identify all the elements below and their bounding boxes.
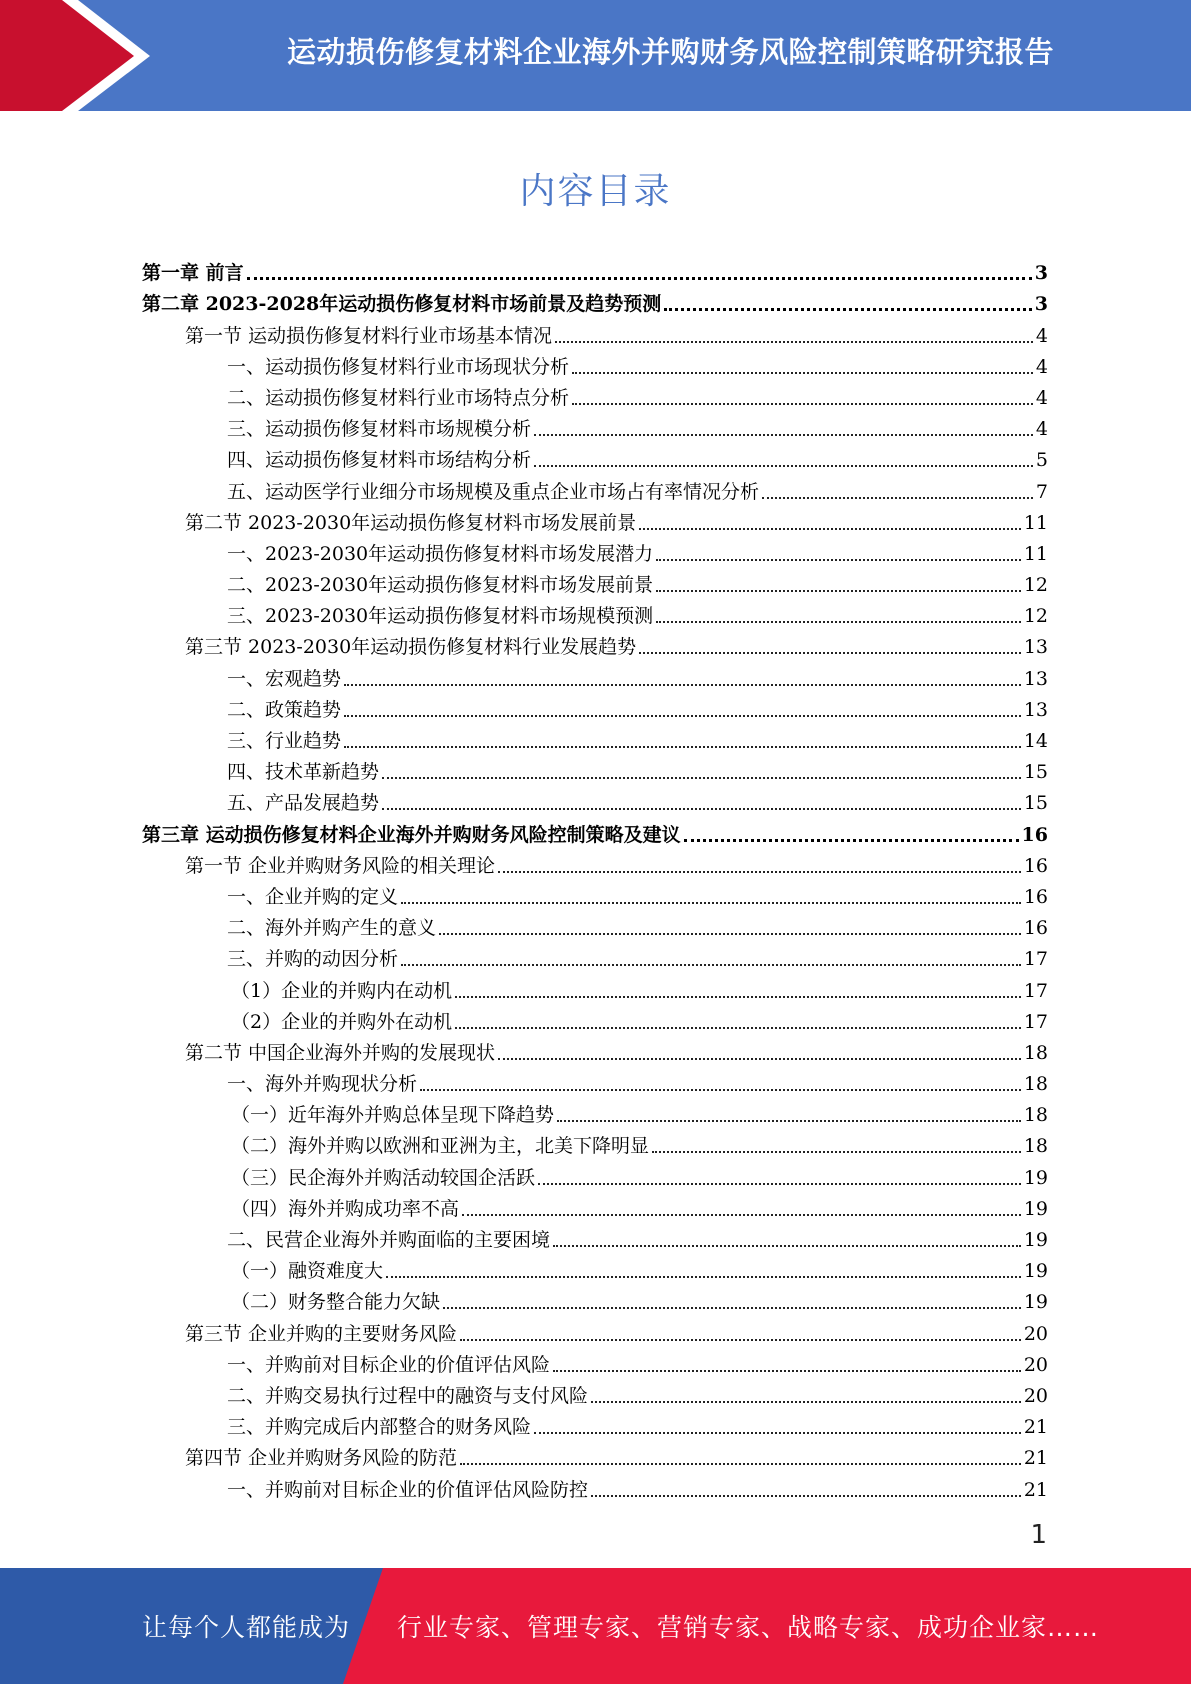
toc-entry[interactable] — [142, 1469, 1048, 1500]
toc-entry-title: 四、运动损伤修复材料市场结构分析 — [227, 449, 532, 472]
toc-dot-leader — [344, 715, 1021, 717]
toc-entry[interactable] — [142, 440, 1048, 471]
toc-entry-title: （2）企业的并购外在动机 — [231, 1010, 453, 1033]
toc-entry-title: （二）海外并购以欧洲和亚洲为主，北美下降明显 — [231, 1135, 650, 1158]
toc-entry-title: 第一章 前言 — [142, 262, 244, 285]
table-of-contents — [142, 253, 1048, 1501]
toc-entry-page: 4 — [1035, 355, 1048, 378]
toc-entry-title: 三、2023-2030年运动损伤修复材料市场规模预测 — [227, 605, 654, 628]
toc-entry-title: 三、行业趋势 — [227, 730, 342, 752]
toc-dot-leader — [443, 1307, 1021, 1309]
toc-dot-leader — [553, 1370, 1021, 1372]
toc-dot-leader — [344, 746, 1021, 748]
toc-entry-page: 19 — [1023, 1260, 1048, 1283]
toc-entry[interactable] — [142, 471, 1048, 502]
header-banner — [0, 0, 1191, 111]
toc-entry-page: 4 — [1035, 324, 1048, 347]
toc-dot-leader — [538, 1183, 1021, 1185]
toc-entry-page: 16 — [1023, 917, 1048, 940]
toc-entry-page: 19 — [1023, 1291, 1048, 1314]
toc-entry-page: 19 — [1023, 1166, 1048, 1189]
toc-dot-leader — [591, 1401, 1021, 1403]
toc-entry[interactable] — [142, 1064, 1048, 1095]
toc-entry[interactable] — [142, 970, 1048, 1001]
toc-entry-title: 第二节 2023-2030年运动损伤修复材料市场发展前景 — [185, 511, 637, 534]
toc-entry[interactable] — [142, 1313, 1048, 1344]
toc-entry[interactable] — [142, 721, 1048, 752]
toc-entry[interactable] — [142, 752, 1048, 783]
toc-entry-page: 21 — [1023, 1416, 1048, 1439]
toc-entry-title: （三）民企海外并购活动较国企活跃 — [231, 1166, 536, 1189]
toc-entry[interactable] — [142, 534, 1048, 565]
toc-entry-page: 20 — [1023, 1322, 1048, 1345]
toc-dot-leader — [656, 621, 1021, 623]
toc-entry-page: 16 — [1021, 823, 1048, 846]
toc-dot-leader — [382, 808, 1021, 810]
toc-entry[interactable] — [142, 1033, 1048, 1064]
toc-dot-leader — [572, 403, 1033, 405]
toc-entry-page: 17 — [1023, 1010, 1048, 1033]
toc-entry[interactable] — [142, 1345, 1048, 1376]
toc-dot-leader — [534, 1432, 1021, 1434]
toc-dot-leader — [382, 777, 1021, 779]
toc-entry-page: 11 — [1023, 542, 1048, 565]
toc-entry[interactable] — [142, 409, 1048, 440]
toc-entry[interactable] — [142, 1095, 1048, 1126]
toc-entry-page: 16 — [1023, 854, 1048, 877]
toc-entry-page: 18 — [1023, 1073, 1048, 1096]
toc-entry[interactable] — [142, 253, 1048, 284]
toc-entry-title: 一、海外并购现状分析 — [227, 1073, 418, 1096]
footer-slogan-left: 让每个人都能成为 — [142, 1613, 351, 1642]
toc-dot-leader — [555, 341, 1033, 343]
toc-entry[interactable] — [142, 596, 1048, 627]
toc-entry-page: 21 — [1023, 1447, 1048, 1470]
toc-entry[interactable] — [142, 783, 1048, 814]
toc-entry-page: 13 — [1023, 698, 1048, 721]
toc-entry[interactable] — [142, 1438, 1048, 1469]
footer-banner — [0, 1568, 1191, 1684]
toc-entry-title: 一、运动损伤修复材料行业市场现状分析 — [227, 355, 570, 378]
toc-entry-title: 第三章 运动损伤修复材料企业海外并购财务风险控制策略及建议 — [142, 823, 681, 846]
toc-entry-title: 第三节 企业并购的主要财务风险 — [185, 1322, 458, 1345]
toc-dot-leader — [498, 871, 1021, 873]
toc-entry-title: 三、并购的动因分析 — [227, 948, 399, 971]
toc-dot-leader — [557, 1120, 1021, 1122]
toc-entry-title: 二、民营企业海外并购面临的主要困境 — [227, 1229, 551, 1251]
toc-entry[interactable] — [142, 503, 1048, 534]
toc-entry-page: 4 — [1035, 418, 1048, 441]
toc-entry-page: 11 — [1023, 511, 1048, 534]
toc-entry-page: 16 — [1023, 885, 1048, 908]
toc-entry-page: 4 — [1035, 386, 1048, 409]
toc-dot-leader — [460, 1463, 1021, 1465]
toc-entry[interactable] — [142, 1282, 1048, 1313]
toc-dot-leader — [386, 1276, 1021, 1278]
toc-dot-leader — [401, 902, 1021, 904]
toc-entry-title: （二）财务整合能力欠缺 — [231, 1291, 441, 1314]
toc-entry-title: （1）企业的并购内在动机 — [231, 979, 453, 1002]
toc-dot-leader — [534, 434, 1033, 436]
toc-entry-title: （一）融资难度大 — [231, 1260, 384, 1283]
toc-entry[interactable] — [142, 908, 1048, 939]
report-title: 运动损伤修复材料企业海外并购财务风险控制策略研究报告 — [286, 34, 1054, 69]
toc-entry-title: 三、运动损伤修复材料市场规模分析 — [227, 418, 532, 441]
toc-dot-leader — [462, 1214, 1021, 1216]
toc-entry[interactable] — [142, 565, 1048, 596]
toc-entry-title: 五、运动医学行业细分市场规模及重点企业市场占有率情况分析 — [227, 480, 760, 503]
toc-entry[interactable] — [142, 846, 1048, 877]
toc-entry-title: 一、企业并购的定义 — [227, 885, 399, 908]
toc-dot-leader — [639, 528, 1021, 530]
toc-dot-leader — [455, 996, 1021, 998]
toc-entry[interactable] — [142, 877, 1048, 908]
toc-entry[interactable] — [142, 1002, 1048, 1033]
toc-entry[interactable] — [142, 814, 1048, 845]
toc-entry-page: 12 — [1023, 574, 1048, 597]
toc-entry[interactable] — [142, 347, 1048, 378]
toc-dot-leader — [455, 1027, 1021, 1029]
toc-entry-title: 二、政策趋势 — [227, 698, 342, 721]
toc-entry[interactable] — [142, 1189, 1048, 1220]
toc-entry-title: 一、2023-2030年运动损伤修复材料市场发展潜力 — [227, 542, 654, 565]
toc-entry[interactable] — [142, 1251, 1048, 1282]
toc-dot-leader — [572, 372, 1033, 374]
toc-entry-title: 四、技术革新趋势 — [227, 761, 380, 784]
toc-entry[interactable] — [142, 378, 1048, 409]
toc-entry-title: 第一节 运动损伤修复材料行业市场基本情况 — [185, 324, 553, 347]
toc-entry[interactable] — [142, 939, 1048, 970]
toc-dot-leader — [656, 559, 1021, 561]
toc-dot-leader — [639, 652, 1021, 654]
toc-entry[interactable] — [142, 627, 1048, 658]
toc-dot-leader — [656, 590, 1021, 592]
toc-dot-leader — [591, 1495, 1021, 1497]
toc-dot-leader — [534, 465, 1033, 467]
toc-entry-title: （四）海外并购成功率不高 — [231, 1197, 460, 1220]
footer-slogan-right: 行业专家、管理专家、营销专家、战略专家、成功企业家…… — [397, 1613, 1100, 1642]
toc-entry-title: 第四节 企业并购财务风险的防范 — [185, 1447, 458, 1470]
toc-entry-page: 15 — [1023, 792, 1048, 815]
toc-entry-page: 18 — [1023, 1041, 1048, 1064]
toc-entry-title: 一、宏观趋势 — [227, 667, 342, 690]
toc-entry-title: （一）近年海外并购总体呈现下降趋势 — [231, 1104, 555, 1127]
toc-entry-page: 12 — [1023, 605, 1048, 628]
toc-entry-page: 18 — [1023, 1104, 1048, 1127]
toc-dot-leader — [684, 839, 1019, 842]
toc-dot-leader — [652, 1151, 1021, 1153]
toc-entry[interactable] — [142, 1220, 1048, 1251]
toc-dot-leader — [553, 1245, 1021, 1247]
toc-entry-page: 13 — [1023, 667, 1048, 690]
toc-entry[interactable] — [142, 658, 1048, 689]
toc-entry[interactable] — [142, 284, 1048, 315]
toc-entry-page: 3 — [1034, 262, 1048, 285]
toc-entry-page: 17 — [1023, 948, 1048, 971]
toc-entry-page: 20 — [1023, 1384, 1048, 1407]
toc-entry-page: 21 — [1023, 1478, 1048, 1501]
toc-heading: 内容目录 — [519, 171, 672, 212]
toc-entry-page: 5 — [1035, 449, 1048, 472]
toc-entry-title: 二、并购交易执行过程中的融资与支付风险 — [227, 1384, 589, 1407]
toc-entry-title: 五、产品发展趋势 — [227, 792, 380, 815]
toc-entry-page: 17 — [1023, 979, 1048, 1002]
toc-entry[interactable] — [142, 1157, 1048, 1188]
toc-entry-page: 18 — [1023, 1135, 1048, 1158]
toc-entry-page: 7 — [1035, 480, 1048, 503]
toc-entry[interactable] — [142, 690, 1048, 721]
toc-dot-leader — [762, 497, 1033, 499]
toc-entry-title: 第二章 2023-2028年运动损伤修复材料市场前景及趋势预测 — [142, 293, 662, 316]
toc-entry-page: 19 — [1023, 1229, 1048, 1251]
page-number: 1 — [1030, 1520, 1047, 1550]
toc-dot-leader — [401, 964, 1021, 966]
toc-entry-page: 20 — [1023, 1353, 1048, 1376]
toc-entry[interactable] — [142, 315, 1048, 346]
toc-entry-title: 二、运动损伤修复材料行业市场特点分析 — [227, 386, 570, 409]
toc-entry-page: 19 — [1023, 1197, 1048, 1220]
toc-entry-page: 14 — [1023, 730, 1048, 752]
toc-dot-leader — [420, 1089, 1021, 1091]
toc-dot-leader — [247, 277, 1032, 280]
toc-entry-title: 三、并购完成后内部整合的财务风险 — [227, 1416, 532, 1439]
toc-entry-title: 第二节 中国企业海外并购的发展现状 — [185, 1041, 496, 1064]
toc-entry-title: 第一节 企业并购财务风险的相关理论 — [185, 854, 496, 877]
toc-entry[interactable] — [142, 1376, 1048, 1407]
toc-entry[interactable] — [142, 1126, 1048, 1157]
toc-entry-title: 二、海外并购产生的意义 — [227, 917, 437, 940]
toc-entry-title: 一、并购前对目标企业的价值评估风险 — [227, 1353, 551, 1376]
toc-entry-page: 13 — [1023, 636, 1048, 659]
toc-dot-leader — [460, 1339, 1021, 1341]
toc-dot-leader — [664, 308, 1032, 311]
toc-dot-leader — [498, 1058, 1021, 1060]
toc-entry-page: 3 — [1034, 293, 1048, 316]
toc-entry-title: 二、2023-2030年运动损伤修复材料市场发展前景 — [227, 574, 654, 597]
toc-entry-title: 一、并购前对目标企业的价值评估风险防控 — [227, 1478, 589, 1501]
toc-entry[interactable] — [142, 1407, 1048, 1438]
toc-entry-page: 15 — [1023, 761, 1048, 784]
toc-dot-leader — [344, 684, 1021, 686]
toc-dot-leader — [439, 933, 1021, 935]
toc-entry-title: 第三节 2023-2030年运动损伤修复材料行业发展趋势 — [185, 636, 637, 659]
